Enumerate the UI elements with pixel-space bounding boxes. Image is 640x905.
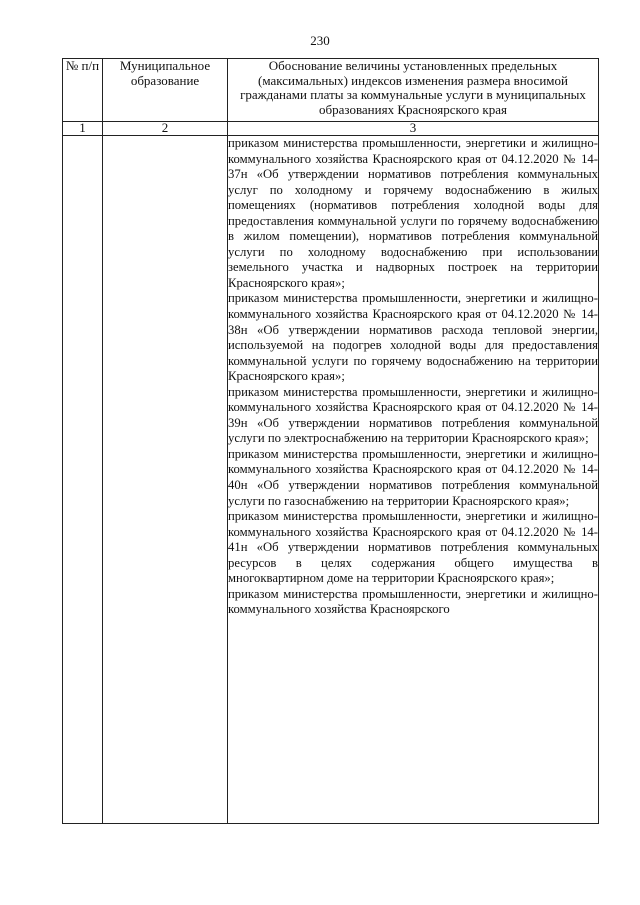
order-paragraph: приказом министерства промышленности, энергетики и жилищно-коммунального хозяйства Красноярского края от 04.12.2020 № 14-40н «Об утверждении нормативов потребления коммунальной услуги по газоснабжению на территории Красноярского края»; xyxy=(228,446,598,508)
header-justification: Обоснование величины установленных предельных (максимальных) индексов изменения размера вносимой гражданами платы за коммунальные услуги в муниципальных образованиях Красноярского края xyxy=(228,59,599,122)
page-number: 230 xyxy=(310,33,330,48)
table-row xyxy=(63,136,599,824)
justification-cell xyxy=(228,136,599,824)
table-header-row xyxy=(63,59,599,122)
order-paragraph: приказом министерства промышленности, энергетики и жилищно-коммунального хозяйства Красноярского края от 04.12.2020 № 14-41н «Об утверждении нормативов потребления коммунальных ресурсов в целях содержания общего имущества в многоквартирном доме на территории Красноярского края»; xyxy=(228,509,598,586)
order-paragraph: приказом министерства промышленности, энергетики и жилищно-коммунального хозяйства Красноярского края от 04.12.2020 № 14-39н «Об утверждении нормативов потребления коммунальной услуги по электроснабжению на территории Красноярского края»; xyxy=(228,384,598,446)
order-paragraph: приказом министерства промышленности, энергетики и жилищно-коммунального хозяйства Красноярского xyxy=(228,586,598,617)
justification-table xyxy=(62,58,599,824)
order-paragraph: приказом министерства промышленности, энергетики и жилищно-коммунального хозяйства Красноярского края от 04.12.2020 № 14-37н «Об утверждении нормативов потребления коммунальных услуг по холодному и горячему водоснабжению в жилых помещениях (нормативов потребления холодной воды для предоставления коммунальной услуги по горячему водоснабжению в жилом помещении), нормативов потребления коммунальной услуги по холодному водоснабжению при использовании земельного участка и надворных построек на территории Красноярского края»; xyxy=(228,136,598,290)
municipality-cell xyxy=(103,136,228,824)
header-municipality: Муниципальное образование xyxy=(103,59,228,122)
column-number-2: 2 xyxy=(103,122,228,136)
column-number-3: 3 xyxy=(228,122,599,136)
header-number: № п/п xyxy=(63,59,103,122)
order-paragraph: приказом министерства промышленности, энергетики и жилищно-коммунального хозяйства Красноярского края от 04.12.2020 № 14-38н «Об утверждении нормативов расхода тепловой энергии, используемой на подогрев холодной воды для предоставления коммунальной услуги по горячему водоснабжению на территории Красноярского края»; xyxy=(228,291,598,384)
row-number-cell xyxy=(63,136,103,824)
column-numbers-row xyxy=(63,122,599,136)
column-number-1: 1 xyxy=(63,122,103,136)
